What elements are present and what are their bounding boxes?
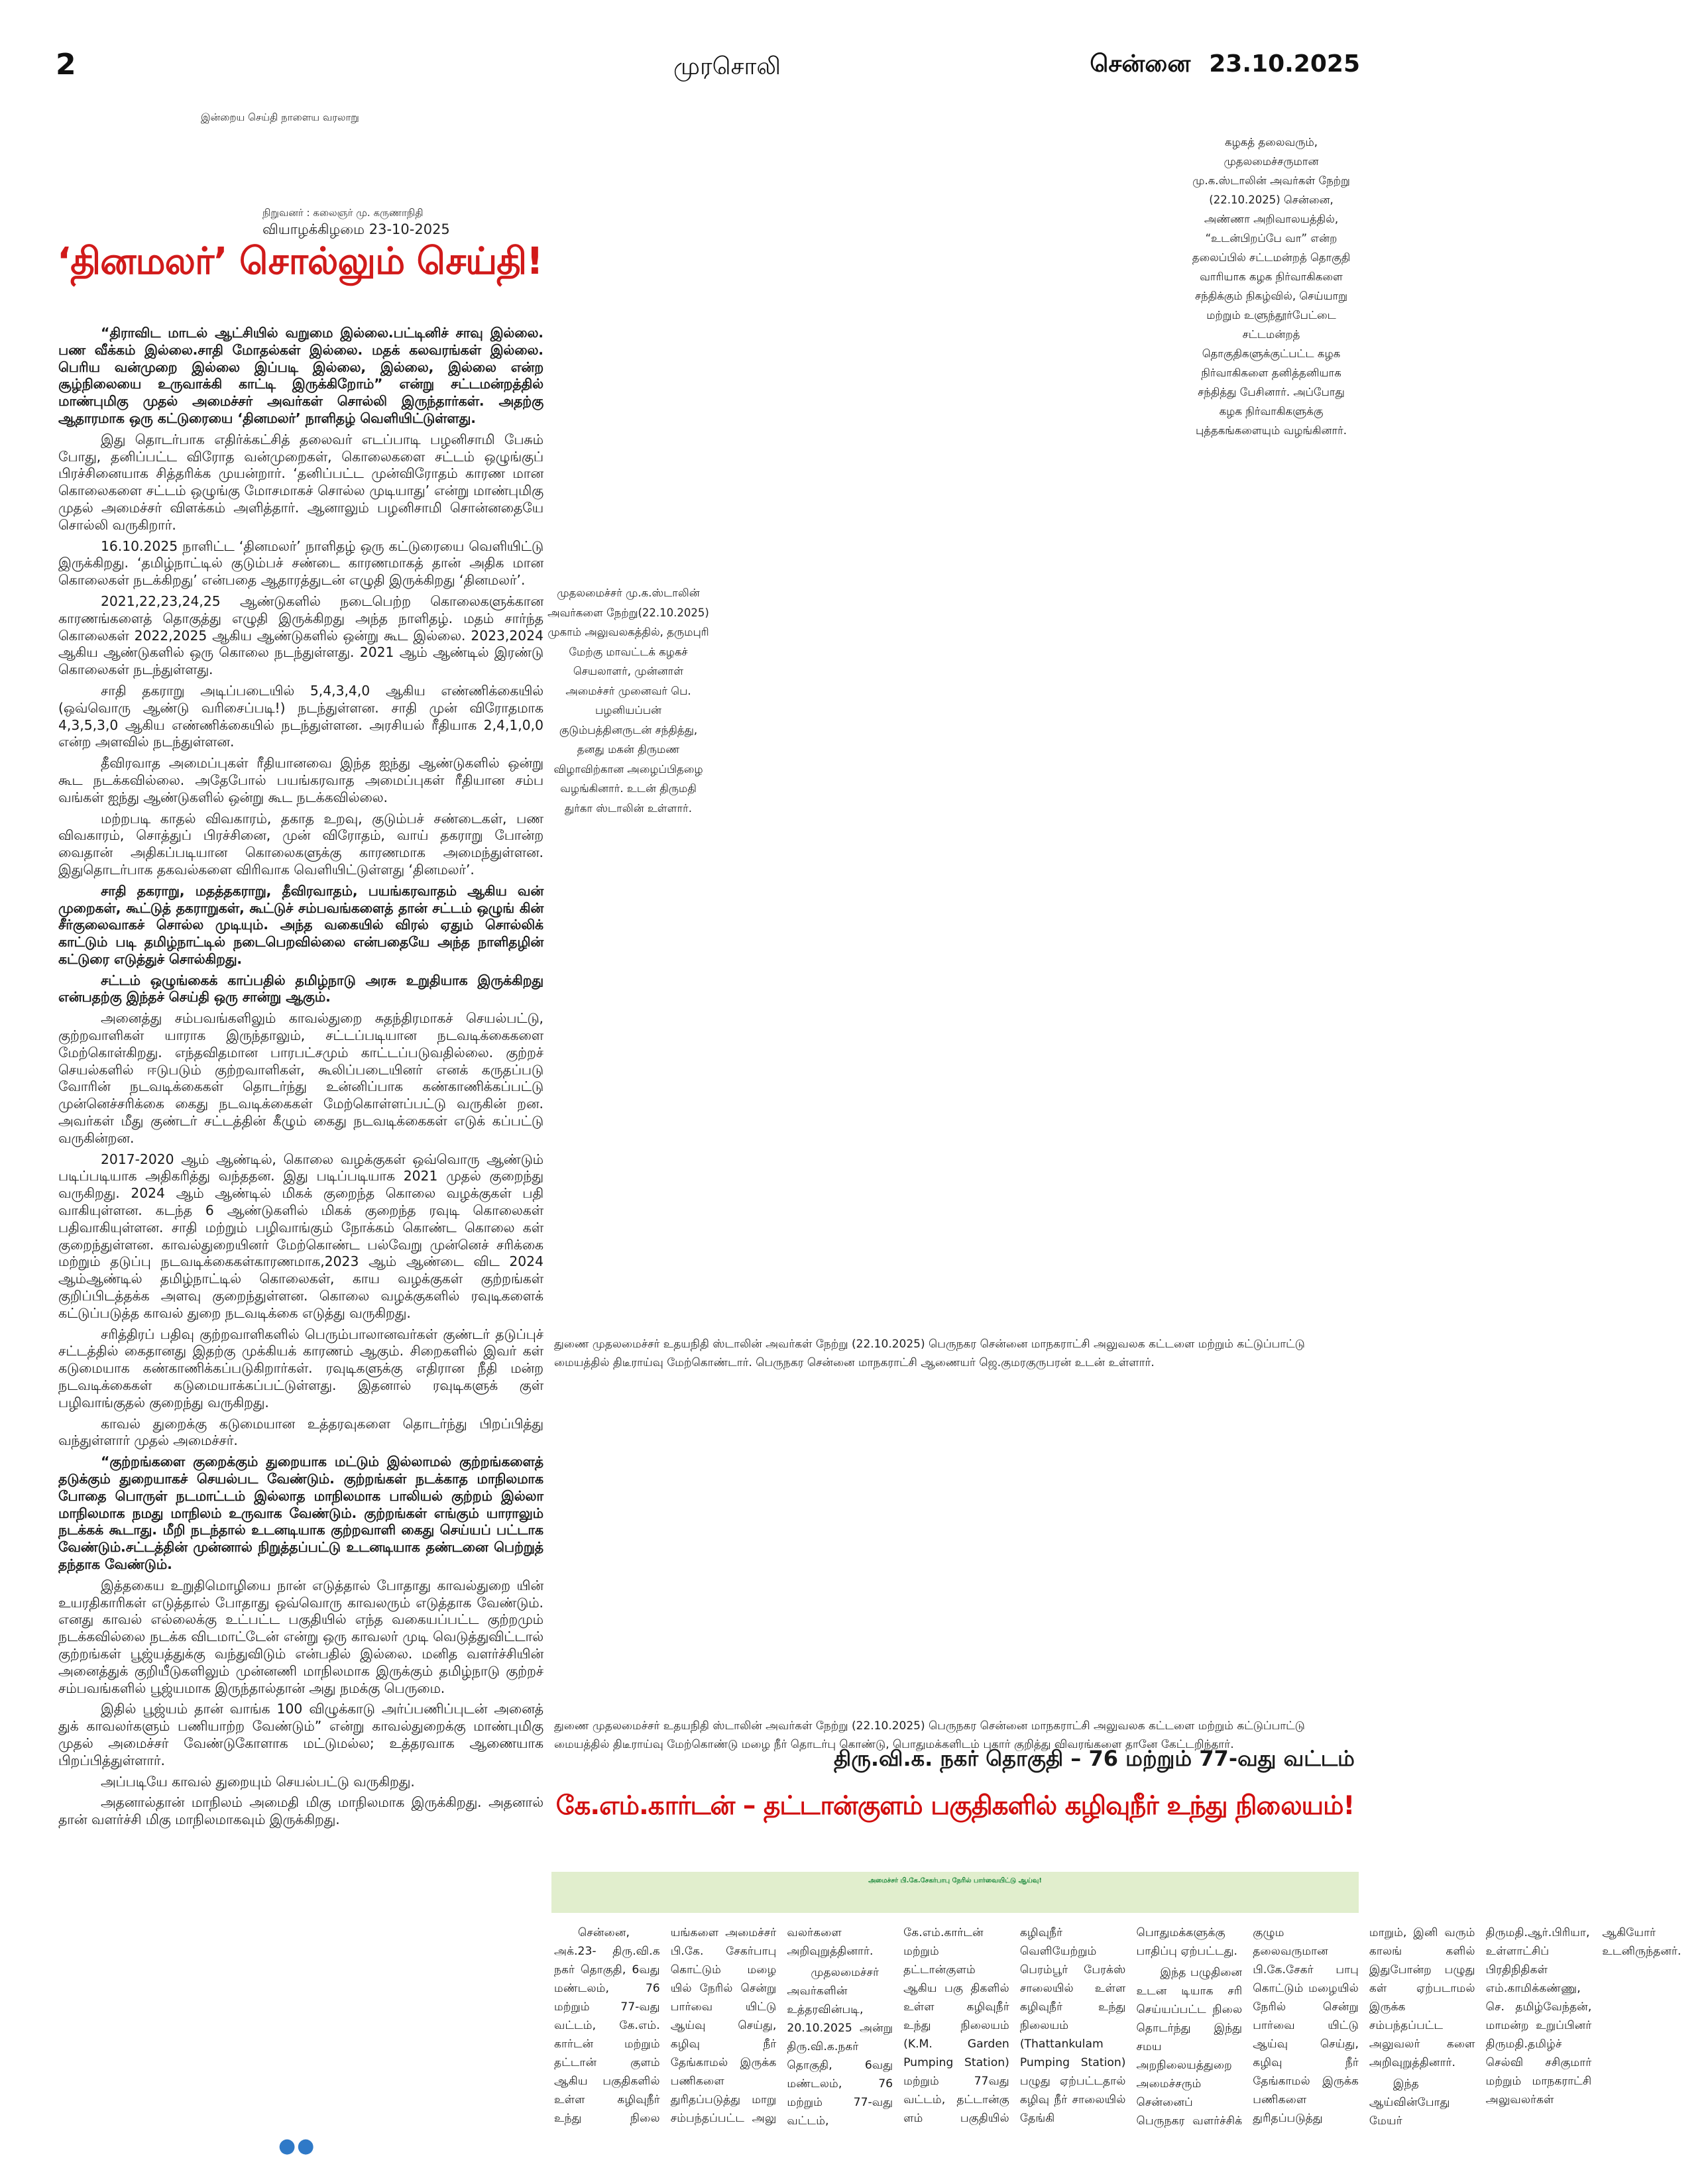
- editorial-paragraph: 2017-2020 ஆம் ஆண்டில், கொலை வழக்குகள் ஒவ்வொரு ஆண்டும் படிப்படியாக அதிகரித்து வந்ததன. இது படிப்படியாக 2021 முதல் குறைந்து வருகிறது. 2024 ஆம் ஆண்டில் மிகக் குறைந்த கொலை வழக்குகள் பதி வாகியுள்ளன. கடந்த 6 ஆண்டுகளில் மிகக் குறைந்த ரவுடி கொலைகள் பதிவாகியுள்ளன. சாதி மற்றும் பழிவாங்கும் நோக்கம் கொண்ட கொலை கள் குறைந்துள்ளன. காவல்துறையினர் மேற்கொண்ட பல்வேறு முன்னெச் சரிக்கை மற்றும் தடுப்பு நடவடிக்கைகள்காரணமாக,2023 ஆம் ஆண்டை விட 2024 ஆம்ஆண்டில் தமிழ்நாட்டில் கொலைகள், காய வழக்குகள் குற்றங்கள் குறிப்பிடத்தக்க அளவு குறைந்துள்ளன. கொலை வழக்குகளில் ரவுடிகளைக் கட்டுப்படுத்த காவல் துறை நடவடிக்கை எடுத்து வருகிறது.: [58, 1151, 543, 1321]
- editorial-paragraph: சாதி தகராறு அடிப்படையில் 5,4,3,4,0 ஆகிய எண்ணிக்கையில் (ஒவ்வொரு ஆண்டு வரிசைப்படி!) நடந்துள்ளன. சாதி முன் விரோதமாக 4,3,5,3,0 ஆகிய எண்ணிக்கையில் நடந்துள்ளன. அரசியல் ரீதியாக 2,4,1,0,0 என்ற அளவில் நடந்துள்ளன.: [58, 682, 543, 750]
- news-paragraph: இந்த பழுதினை உடன டியாக சரி செய்யப்பட்ட நிலை தொடர்ந்து இந்து சமய அறநிலையத்துறை அமைச்சரும் சென்னைப் பெருநகர வளர்ச்சிக் குழும தலைவருமான பி.கே.சேகர் பாபு கொட்டும் மழையில் நேரில் சென்று பார்வை யிட்டு ஆய்வு செய்து, கழிவு நீர் தேங்காமல் இருக்க பணிகளை துரிதப்படுத்து மாறும், இனி வரும் காலங் களில் இதுபோன்ற பழுது கள் ஏற்படாமல் இருக்க சம்பந்தப்பட்ட அலுவலர் களை அறிவுறுத்தினார்.: [1136, 1926, 1475, 2128]
- editorial-paragraph: தீவிரவாத அமைப்புகள் ரீதியானவை இந்த ஐந்து ஆண்டுகளில் ஒன்று கூட நடக்கவில்லை. அதேபோல் பயங்கரவாத அமைப்புகள் ரீதியான சம்ப வங்கள் ஐந்து ஆண்டுகளில் ஒன்று கூட நடக்கவில்லை.: [58, 755, 543, 805]
- page-number: 2: [56, 48, 76, 82]
- editorial-title: ‘தினமலர்’ சொல்லும் செய்தி!: [57, 240, 543, 283]
- editorial-paragraph: இது தொடர்பாக எதிர்க்கட்சித் தலைவர் எடப்பாடி பழனிசாமி பேசும் போது, தனிப்பட்ட விரோத வன்முறைகள், கொலைகளை சட்டம் ஒழுங்குப் பிரச்சினையாக சித்தரிக்க முயன்றார். ‘தனிப்பட்ட முன்விரோதம் காரண மான கொலைகளை சட்டம் ஒழுங்கு மோசமாகச் சொல்ல முடியாது’ என்று மாண்புமிகு முதல் அமைச்சர் விளக்கம் அளித்தார். ஆனாலும் பழனிசாமி சொன்னதையே சொல்லி வருகிறார்.: [58, 431, 543, 533]
- news-paragraph: இந்த ஆய்வின்போது மேயர் திருமதி.ஆர்.பிரியா, உள்ளாட்சிப் பிரதிநிதிகள் எம்.காமிக்கண்ணு, செ. தமிழ்வேந்தன், மாமன்ற உறுப்பினர் திருமதி.தமிழ்ச் செல்வி சசிகுமார் மற்றும் மாநகராட்சி அலுவலர்கள் ஆகியோர் உடனிருந்தனர்.: [1369, 1926, 1681, 2128]
- editorial-paragraph: 2021,22,23,24,25 ஆண்டுகளில் நடைபெற்ற கொலைகளுக்கான காரணங்களைத் தொகுத்து எழுதி இருக்கிறது அந்த நாளிதழ். மதம் சார்ந்த கொலைகள் 2022,2025 ஆகிய ஆண்டுகளில் ஒன்று கூட இல்லை. 2023,2024 ஆகிய ஆண்டுகளில் ஒரு கொலை நடந்துள்ளது. 2021 ஆம் ஆண்டில் இரண்டு கொலைகள் நடந்துள்ளது.: [58, 593, 543, 678]
- photo-caption-wide-one: துணை முதலமைச்சர் உதயநிதி ஸ்டாலின் அவர்கள் நேற்று (22.10.2025) பெருநகர சென்னை மாநகராட்சி அலுவலக கட்டளை மற்றும் கட்டுப்பாட்டு மையத்தில் திடீராய்வு மேற்கொண்டார். பெருநகர சென்னை மாநகராட்சி ஆணையர் ஜெ.குமரகுருபரன் உடன் உள்ளார்.: [554, 1338, 1305, 1369]
- editorial-paragraph: மற்றபடி காதல் விவகாரம், தகாத உறவு, குடும்பச் சண்டைகள், பண விவகாரம், சொத்துப் பிரச்சினை, முன் விரோதம், வாய் தகராறு போன்ற வைதான் அதிகப்படியான கொலைகளுக்கு காரணமாக அமைந்துள்ளன. இதுதொடர்பாக தகவல்களை விரிவாக வெளியிட்டுள்ளது ‘தினமலர்’.: [58, 810, 543, 878]
- editorial-paragraph: 16.10.2025 நாளிட்ட ‘தினமலர்’ நாளிதழ் ஒரு கட்டுரையை வெளியிட்டு இருக்கிறது. ‘தமிழ்நாட்டில் குடும்பச் சண்டை காரணமாகத் தான் அதிக மான கொலைகள் நடக்கிறது’ என்பதை ஆதாரத்துடன் எழுதி இருக்கிறது ‘தினமலர்’.: [58, 538, 543, 589]
- place-label: சென்னை: [1090, 50, 1191, 78]
- editorial-body: [58, 325, 543, 1833]
- issue-date: 23.10.2025: [1209, 50, 1360, 78]
- editorial-paragraph: “குற்றங்களை குறைக்கும் துறையாக மட்டும் இல்லாமல் குற்றங்களைத் தடுக்கும் துறையாகச் செயல்பட வேண்டும். குற்றங்கள் நடக்காத மாநிலமாக போதை பொருள் நடமாட்டம் இல்லாத மாநிலமாக பாலியல் குற்றம் இல்லா மாநிலமாக நமது மாநிலம் உருவாக வேண்டும். குற்றங்கள் எங்கும் யாராலும் நடக்கக் கூடாது. மீறி நடந்தால் உடனடியாக குற்றவாளி கைது செய்யப் பட்டாக வேண்டும்.சட்டத்தின் முன்னால் நிறுத்தப்பட்டு உடனடியாக தண்டனை பெற்றுத் தந்தாக வேண்டும்.: [58, 1454, 543, 1572]
- editorial-paragraph: இத்தகைய உறுதிமொழியை நான் எடுத்தால் போதாது காவல்துறை யின் உயரதிகாரிகள் எடுத்தால் போதாது ஒவ்வொரு காவலரும் எடுத்தாக வேண்டும். எனது காவல் எல்லைக்கு உட்பட்ட பகுதியில் எந்த வகையப்பட்ட குற்றமும் நடக்கவில்லை நடக்க விடமாட்டேன் என்று ஒரு காவலர் முடி வெடுத்துவிட்டால் குற்றங்கள் பூஜ்யத்துக்கு வந்துவிடும் என்பதில் இல்லை. மனித வளர்ச்சியின் அனைத்துக் குறியீடுகளிலும் முன்னணி மாநிலமாக இருக்கும் தமிழ்நாடு குற்றச் சம்பவங்களில் பூஜ்யமாக இருந்தால்தான் அது நமக்கு பெருமை.: [58, 1577, 543, 1696]
- editorial-paragraph: இதில் பூஜ்யம் தான் வாங்க 100 விழுக்காடு அர்ப்பணிப்புடன் அனைத் துக் காவலர்களும் பணியாற்ற வேண்டும்” என்று காவல்துறைக்கு மாண்புமிகு முதல் அமைச்சர் வேண்டுகோளாக மட்டுமல்ல; உத்தரவாக ஆணையாக பிறப்பித்துள்ளார்.: [58, 1701, 543, 1768]
- photo-caption-wide-two: துணை முதலமைச்சர் உதயநிதி ஸ்டாலின் அவர்கள் நேற்று (22.10.2025) பெருநகர சென்னை மாநகராட்சி அலுவலக கட்டளை மற்றும் கட்டுப்பாட்டு மையத்தில் திடீராய்வு மேற்கொண்டு மழை நீர் தொடர்பு கொண்டு, பொதுமக்களிடம் புகார் குறித்து விவரங்களை தானே கேட்டறிந்தார்.: [554, 1719, 1305, 1751]
- news-subheadline-band: [551, 1872, 1359, 1913]
- newspaper-masthead: முரசொலி: [673, 53, 781, 80]
- editorial-paragraph: அனைத்து சம்பவங்களிலும் காவல்துறை சுதந்திரமாகச் செயல்பட்டு, குற்றவாளிகள் யாராக இருந்தாலும், சட்டப்படியான நடவடிக்கைகளை மேற்கொள்கிறது. எந்தவிதமான பாரபட்சமும் காட்டப்படுவதில்லை. குற்றச் செயல்களில் ஈடுபடும் குற்றவாளிகள், கூலிப்படையினர் எனக் கருதப்படு வோரின் நடவடிக்கைகள் தொடர்ந்து உன்னிப்பாக கண்காணிக்கப்பட்டு முன்னெச்சரிக்கை கைது நடவடிக்கைகள் மேற்கொள்ளப்பட்டு வருகின் றன. அவர்கள் மீது குண்டர் சட்டத்தின் கீழும் கைது நடவடிக்கைகள் எடுக் கப்பட்டு வருகின்றன.: [58, 1010, 543, 1146]
- editorial-slogan: இன்றைய செய்தி நாளைய வரலாறு: [201, 111, 359, 123]
- end-mark: ●●: [278, 2134, 316, 2157]
- news-headline: கே.எம்.கார்டன் – தட்டான்குளம் பகுதிகளில் கழிவுநீர் உந்து நிலையம்!: [555, 1791, 1355, 1821]
- place-date: [1071, 50, 1360, 81]
- editorial-paragraph: சாதி தகராறு, மதத்தகராறு, தீவிரவாதம், பயங்கரவாதம் ஆகிய வன் முறைகள், கூட்டுத் தகராறுகள், கூட்டுச் சம்பவங்களைத் தான் சட்டம் ஒழுங் கின் சீர்குலைவாகச் சொல்ல முடியும். அந்த வகையில் விரல் ஏதும் சொல்லிக் காட்டும் படி தமிழ்நாட்டில் நடைபெறவில்லை என்பதையே அந்த நாளிதழின் கட்டுரை எடுத்துச் சொல்கிறது.: [58, 882, 543, 967]
- editorial-paragraph: சரித்திரப் பதிவு குற்றவாளிகளில் பெரும்பாலானவர்கள் குண்டர் தடுப்புச் சட்டத்தில் கைதானது இதற்கு முக்கியக் காரணம் ஆகும். சிறைகளில் இவர் கள் கடுமையாக கண்காணிக்கப்படுகிறார்கள். ரவுடிகளுக்கு எதிரான நீதி மன்ற நடவடிக்கைகள் கடுமையாக்கப்பட்டுள்ளது. இதனால் ரவுடிகளுக் குள் பழிவாங்குதல் குறைந்து வருகிறது.: [58, 1326, 543, 1410]
- news-subheadline: அமைச்சர் பி.கே.சேகர்பாபு நேரில் பார்வையிட்டு ஆய்வு!: [868, 1877, 1042, 1884]
- editorial-paragraph: “திராவிட மாடல் ஆட்சியில் வறுமை இல்லை.பட்டினிச் சாவு இல்லை. பண வீக்கம் இல்லை.சாதி மோதல்கள் இல்லை. மதக் கலவரங்கள் இல்லை. பெரிய வன்முறை இல்லை இப்படி இல்லை, இல்லை, இல்லை என்ற சூழ்நிலையை உருவாக்கி காட்டி இருக்கிறோம்” என்று சட்டமன்றத்தில் மாண்புமிகு முதல் அமைச்சர் அவர்கள் சொல்லி இருந்தார்கள். அதற்கு ஆதாரமாக ஒரு கட்டுரையை ‘தினமலர்’ நாளிதழ் வெளியிட்டுள்ளது.: [58, 325, 543, 426]
- editorial-paragraph: சட்டம் ஒழுங்கைக் காப்பதில் தமிழ்நாடு அரசு உறுதியாக இருக்கிறது என்பதற்கு இந்தச் செய்தி ஒரு சான்று ஆகும்.: [58, 972, 543, 1006]
- news-paragraph: சென்னை, அக்.23- திரு.வி.க நகர் தொகுதி, 6வது மண்டலம், 76 மற்றும் 77-வது வட்டம், கே.எம். கார்டன் மற்றும் தட்டான் குளம் ஆகிய பகுதிகளில் உள்ள கழிவுநீர் உந்து நிலை யங்களை அமைச்சர் பி.கே. சேகர்பாபு கொட்டும் மழை யில் நேரில் சென்று பார்வை யிட்டு ஆய்வு செய்து, கழிவு நீர் தேங்காமல் இருக்க பணிகளை துரிதப்படுத்து மாறு சம்பந்தப்பட்ட அலு வலர்களை அறிவுறுத்தினார்.: [554, 1926, 874, 2125]
- photo-caption-middle: முதலமைச்சர் மு.க.ஸ்டாலின் அவர்களை நேற்று(22.10.2025) முகாம் அலுவலகத்தில், தருமபுரி மேற்கு மாவட்டக் கழகச் செயலாளர், முன்னாள் அமைச்சர் முனைவர் பெ. பழனியப்பன் குடும்பத்தினருடன் சந்தித்து, தனது மகன் திருமண விழாவிற்கான அழைப்பிதழை வழங்கினார். உடன் திருமதி துர்கா ஸ்டாலின் உள்ளார்.: [547, 587, 709, 815]
- news-body: [554, 1924, 1681, 2142]
- photo-caption-top-right: கழகத் தலைவரும், முதலமைச்சருமான மு.க.ஸ்டாலின் அவர்கள் நேற்று (22.10.2025) சென்னை, அண்ணா அறிவாலயத்தில், “உடன்பிறப்பே வா” என்ற தலைப்பில் சட்டமன்றத் தொகுதி வாரியாக கழக நிர்வாகிகளை சந்திக்கும் நிகழ்வில், செய்யாறு மற்றும் உளுந்தூர்பேட்டை சட்டமன்றத் தொகுதிகளுக்குட்பட்ட கழக நிர்வாகிகளை தனித்தனியாக சந்தித்து பேசினார். அப்போது கழக நிர்வாகிகளுக்கு புத்தகங்களையும் வழங்கினார்.: [1192, 136, 1351, 437]
- news-kicker: திரு.வி.க. நகர் தொகுதி – 76 மற்றும் 77-வது வட்டம்: [834, 1746, 1355, 1771]
- editorial-paragraph: காவல் துறைக்கு கடுமையான உத்தரவுகளை தொடர்ந்து பிறப்பித்து வந்துள்ளார் முதல் அமைச்சர்.: [58, 1415, 543, 1449]
- news-paragraph: முதலமைச்சர் அவர்களின் உத்தரவின்படி, 20.10.2025 அன்று திரு.வி.க.நகர் தொகுதி, 6வது மண்டலம், 76 மற்றும் 77-வது வட்டம், கே.எம்.கார்டன் மற்றும் தட்டான்குளம் ஆகிய பகு திகளில் உள்ள கழிவுநீர் உந்து நிலையம் (K.M. Garden Pumping Station) மற்றும் 77வது வட்டம், தட்டான்கு ளம் பகுதியில் கழிவுநீர் வெளியேற்றும் பெரம்பூர் பேரக்ஸ் சாலையில் உள்ள கழிவுநீர் உந்து நிலையம் (Thattankulam Pumping Station) பழுது ஏற்பட்டதால் கழிவு நீர் சாலையில் தேங்கி பொதுமக்களுக்கு பாதிப்பு ஏற்பட்டது.: [787, 1926, 1238, 2128]
- editorial-dateline: வியாழக்கிழமை 23-10-2025: [262, 221, 450, 237]
- editorial-paragraph: அதனால்தான் மாநிலம் அமைதி மிகு மாநிலமாக இருக்கிறது. அதனால் தான் வளர்ச்சி மிகு மாநிலமாகவும் இருக்கிறது.: [58, 1794, 543, 1828]
- founder-line: நிறுவனர் : கலைஞர் மு. கருணாநிதி: [262, 207, 424, 219]
- editorial-paragraph: அப்படியே காவல் துறையும் செயல்பட்டு வருகிறது.: [101, 1773, 415, 1790]
